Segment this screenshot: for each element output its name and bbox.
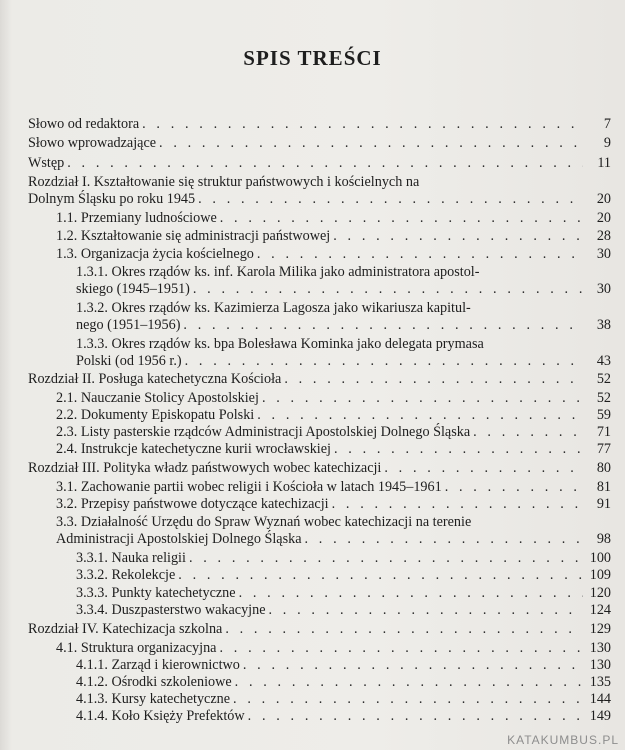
toc-entry-title: Polski (od 1956 r.) [76,353,182,369]
toc-entry-row [76,353,611,370]
dot-leader [236,585,583,602]
page-number: 20 [596,210,611,226]
page-number: 43 [596,353,611,369]
toc-entry-line: 1.3.3. Okres rządów ks. bpa Bolesława Kominka jako delegata prymasa [76,336,484,352]
toc-entry-row [56,424,611,441]
dot-leader [381,460,583,477]
toc-entry [56,424,611,441]
toc-entry-row [56,496,611,513]
toc-entry [76,336,611,370]
toc-entry [76,657,611,674]
toc-entry-title: 4.1.4. Koło Księży Prefektów [76,708,245,724]
toc-entry-line: 3.3. Działalność Urzędu do Spraw Wyznań wobec katechizacji na terenie [56,514,472,530]
toc-entry [76,300,611,334]
page-number: 80 [596,460,611,476]
page-number: 109 [589,567,611,583]
toc-entry-row [56,228,611,245]
toc-entry [56,640,611,657]
dot-leader [254,246,583,263]
toc-entry-row [76,281,611,298]
dot-leader [216,640,583,657]
dot-leader [330,228,583,245]
toc-entry [56,407,611,424]
dot-leader [230,691,583,708]
page-number: 9 [603,135,611,151]
page-number: 52 [596,390,611,406]
toc-entry-row [56,246,611,263]
toc-entry-title: 3.3.1. Nauka religii [76,550,186,566]
toc-entry-row [56,441,611,458]
toc-entry-row [28,371,611,388]
dot-leader [254,407,583,424]
page-number: 30 [596,246,611,262]
page-number: 52 [596,371,611,387]
toc-entry-row [28,191,611,208]
toc-entry-title: Dolnym Śląsku po roku 1945 [28,191,196,207]
dot-leader [180,317,583,334]
toc-entry-row [56,640,611,657]
page-number: 130 [589,657,611,673]
page-number: 120 [589,585,611,601]
dot-leader [442,479,583,496]
toc-entry-row [76,708,611,725]
toc-entry-row [56,479,611,496]
toc-entry [56,514,611,548]
dot-leader [470,424,583,441]
toc-entry-title: 2.3. Listy pasterskie rządców Administracji Apostolskiej Dolnego Śląska [56,424,471,440]
toc-entry-title: 3.3.2. Rekolekcje [76,567,176,583]
page-number: 129 [589,621,611,637]
page-number: 135 [589,674,611,690]
toc-entry [28,116,611,133]
page-number: 11 [597,155,611,171]
toc-entry [56,210,611,227]
toc-entry-title: Słowo od redaktora [28,116,140,132]
toc-entry-row [76,602,611,619]
dot-leader [186,550,583,567]
toc-entry-row [28,135,611,152]
toc-entry [76,264,611,298]
toc-entry [28,135,611,152]
toc-entry [28,174,611,208]
page-number: 98 [596,531,611,547]
toc-entry-row [56,531,611,548]
toc-entry-title: 3.3.4. Duszpasterstwo wakacyjne [76,602,266,618]
page-number: 71 [596,424,611,440]
toc-entry-row [56,210,611,227]
page-number: 77 [596,441,611,457]
toc-entry [76,691,611,708]
toc-entry [56,441,611,458]
dot-leader [232,674,583,691]
page-number: 149 [589,708,611,724]
dot-leader [182,353,583,370]
toc-entry [56,479,611,496]
dot-leader [259,390,583,407]
toc-entry [28,371,611,388]
toc-entry [56,228,611,245]
toc-entry-row [28,621,611,638]
toc-entry-title: Rozdział III. Polityka władz państwowych wobec katechizacji [28,460,382,476]
page-number: 30 [596,281,611,297]
toc-entry-title: Rozdział II. Posługa katechetyczna Kościoła [28,371,282,387]
page-number: 124 [589,602,611,618]
toc-entry-line: 1.3.1. Okres rządów ks. inf. Karola Milika jako administratora apostol- [76,264,480,280]
toc-entry-row [76,567,611,584]
dot-leader [245,708,583,725]
toc-entry-row [28,460,611,477]
toc-entry-row [76,657,611,674]
toc-entry-row [28,116,611,133]
toc-entry-title: 2.4. Instrukcje katechetyczne kurii wrocławskiej [56,441,331,457]
toc-entry-title: Administracji Apostolskiej Dolnego Śląska [56,531,302,547]
toc-entry-title: 2.2. Dokumenty Episkopatu Polski [56,407,255,423]
dot-leader [175,567,583,584]
dot-leader [156,135,583,152]
toc-entry-row [76,691,611,708]
toc-entry-title: 4.1.3. Kursy katechetyczne [76,691,231,707]
toc-entry-title: 4.1.2. Ośrodki szkoleniowe [76,674,232,690]
toc-entry-title: 4.1.1. Zarząd i kierownictwo [76,657,240,673]
toc-entry [56,246,611,263]
toc-entry-title: 3.3.3. Punkty katechetyczne [76,585,236,601]
toc-entry-title: 2.1. Nauczanie Stolicy Apostolskiej [56,390,259,406]
toc-entry [76,602,611,619]
dot-leader [217,210,583,227]
page-number: 28 [596,228,611,244]
page-number: 91 [596,496,611,512]
toc-entry [76,674,611,691]
toc-entry-title: skiego (1945–1951) [76,281,190,297]
toc-entry-row [76,585,611,602]
toc-entry [56,390,611,407]
toc-entry-title: 1.2. Kształtowanie się administracji państwowej [56,228,331,244]
page-number: 59 [596,407,611,423]
toc-entry-title: Słowo wprowadzające [28,135,157,151]
toc-entry-title: 3.1. Zachowanie partii wobec religii i Kościoła w latach 1945–1961 [56,479,442,495]
toc-entry-row [56,390,611,407]
toc-entry-title: Rozdział IV. Katechizacja szkolna [28,621,223,637]
toc-entry [56,496,611,513]
toc-entry-row [28,155,611,172]
toc-entry [28,155,611,172]
watermark: KATAKUMBUS.PL [507,733,619,747]
toc-entry-line: 1.3.2. Okres rządów ks. Kazimierza Lagosza jako wikariusza kapitul- [76,300,471,316]
page-number: 38 [596,317,611,333]
toc-entry-title: 4.1. Struktura organizacyjna [56,640,217,656]
dot-leader [329,496,583,513]
page-number: 7 [603,116,611,132]
dot-leader [302,531,583,548]
toc-entry [76,550,611,567]
dot-leader [190,281,583,298]
page-number: 130 [589,640,611,656]
toc-entry-row [76,674,611,691]
toc-entry-title: 3.2. Przepisy państwowe dotyczące katechizacji [56,496,329,512]
toc-entry-row [76,317,611,334]
dot-leader [222,621,583,638]
toc-entry [76,567,611,584]
toc-entry [28,460,611,477]
toc-entry-title: 1.3. Organizacja życia kościelnego [56,246,254,262]
toc-entry-row [76,550,611,567]
page-title: SPIS TREŚCI [243,46,382,70]
toc-entry-row [56,407,611,424]
toc-entry-title: nego (1951–1956) [76,317,181,333]
dot-leader [64,155,583,172]
page-number: 20 [596,191,611,207]
dot-leader [139,116,583,133]
page-number: 100 [589,550,611,566]
toc-entry-title: Wstęp [28,155,65,171]
page-number: 81 [596,479,611,495]
dot-leader [195,191,583,208]
toc-entry-title: 1.1. Przemiany ludnościowe [56,210,217,226]
toc-entry [76,708,611,725]
toc-entry [28,621,611,638]
toc-entry [76,585,611,602]
page-number: 144 [589,691,611,707]
dot-leader [281,371,583,388]
toc-entry-line: Rozdział I. Kształtowanie się struktur państwowych i kościelnych na [28,174,420,190]
dot-leader [240,657,583,674]
dot-leader [266,602,583,619]
dot-leader [331,441,583,458]
